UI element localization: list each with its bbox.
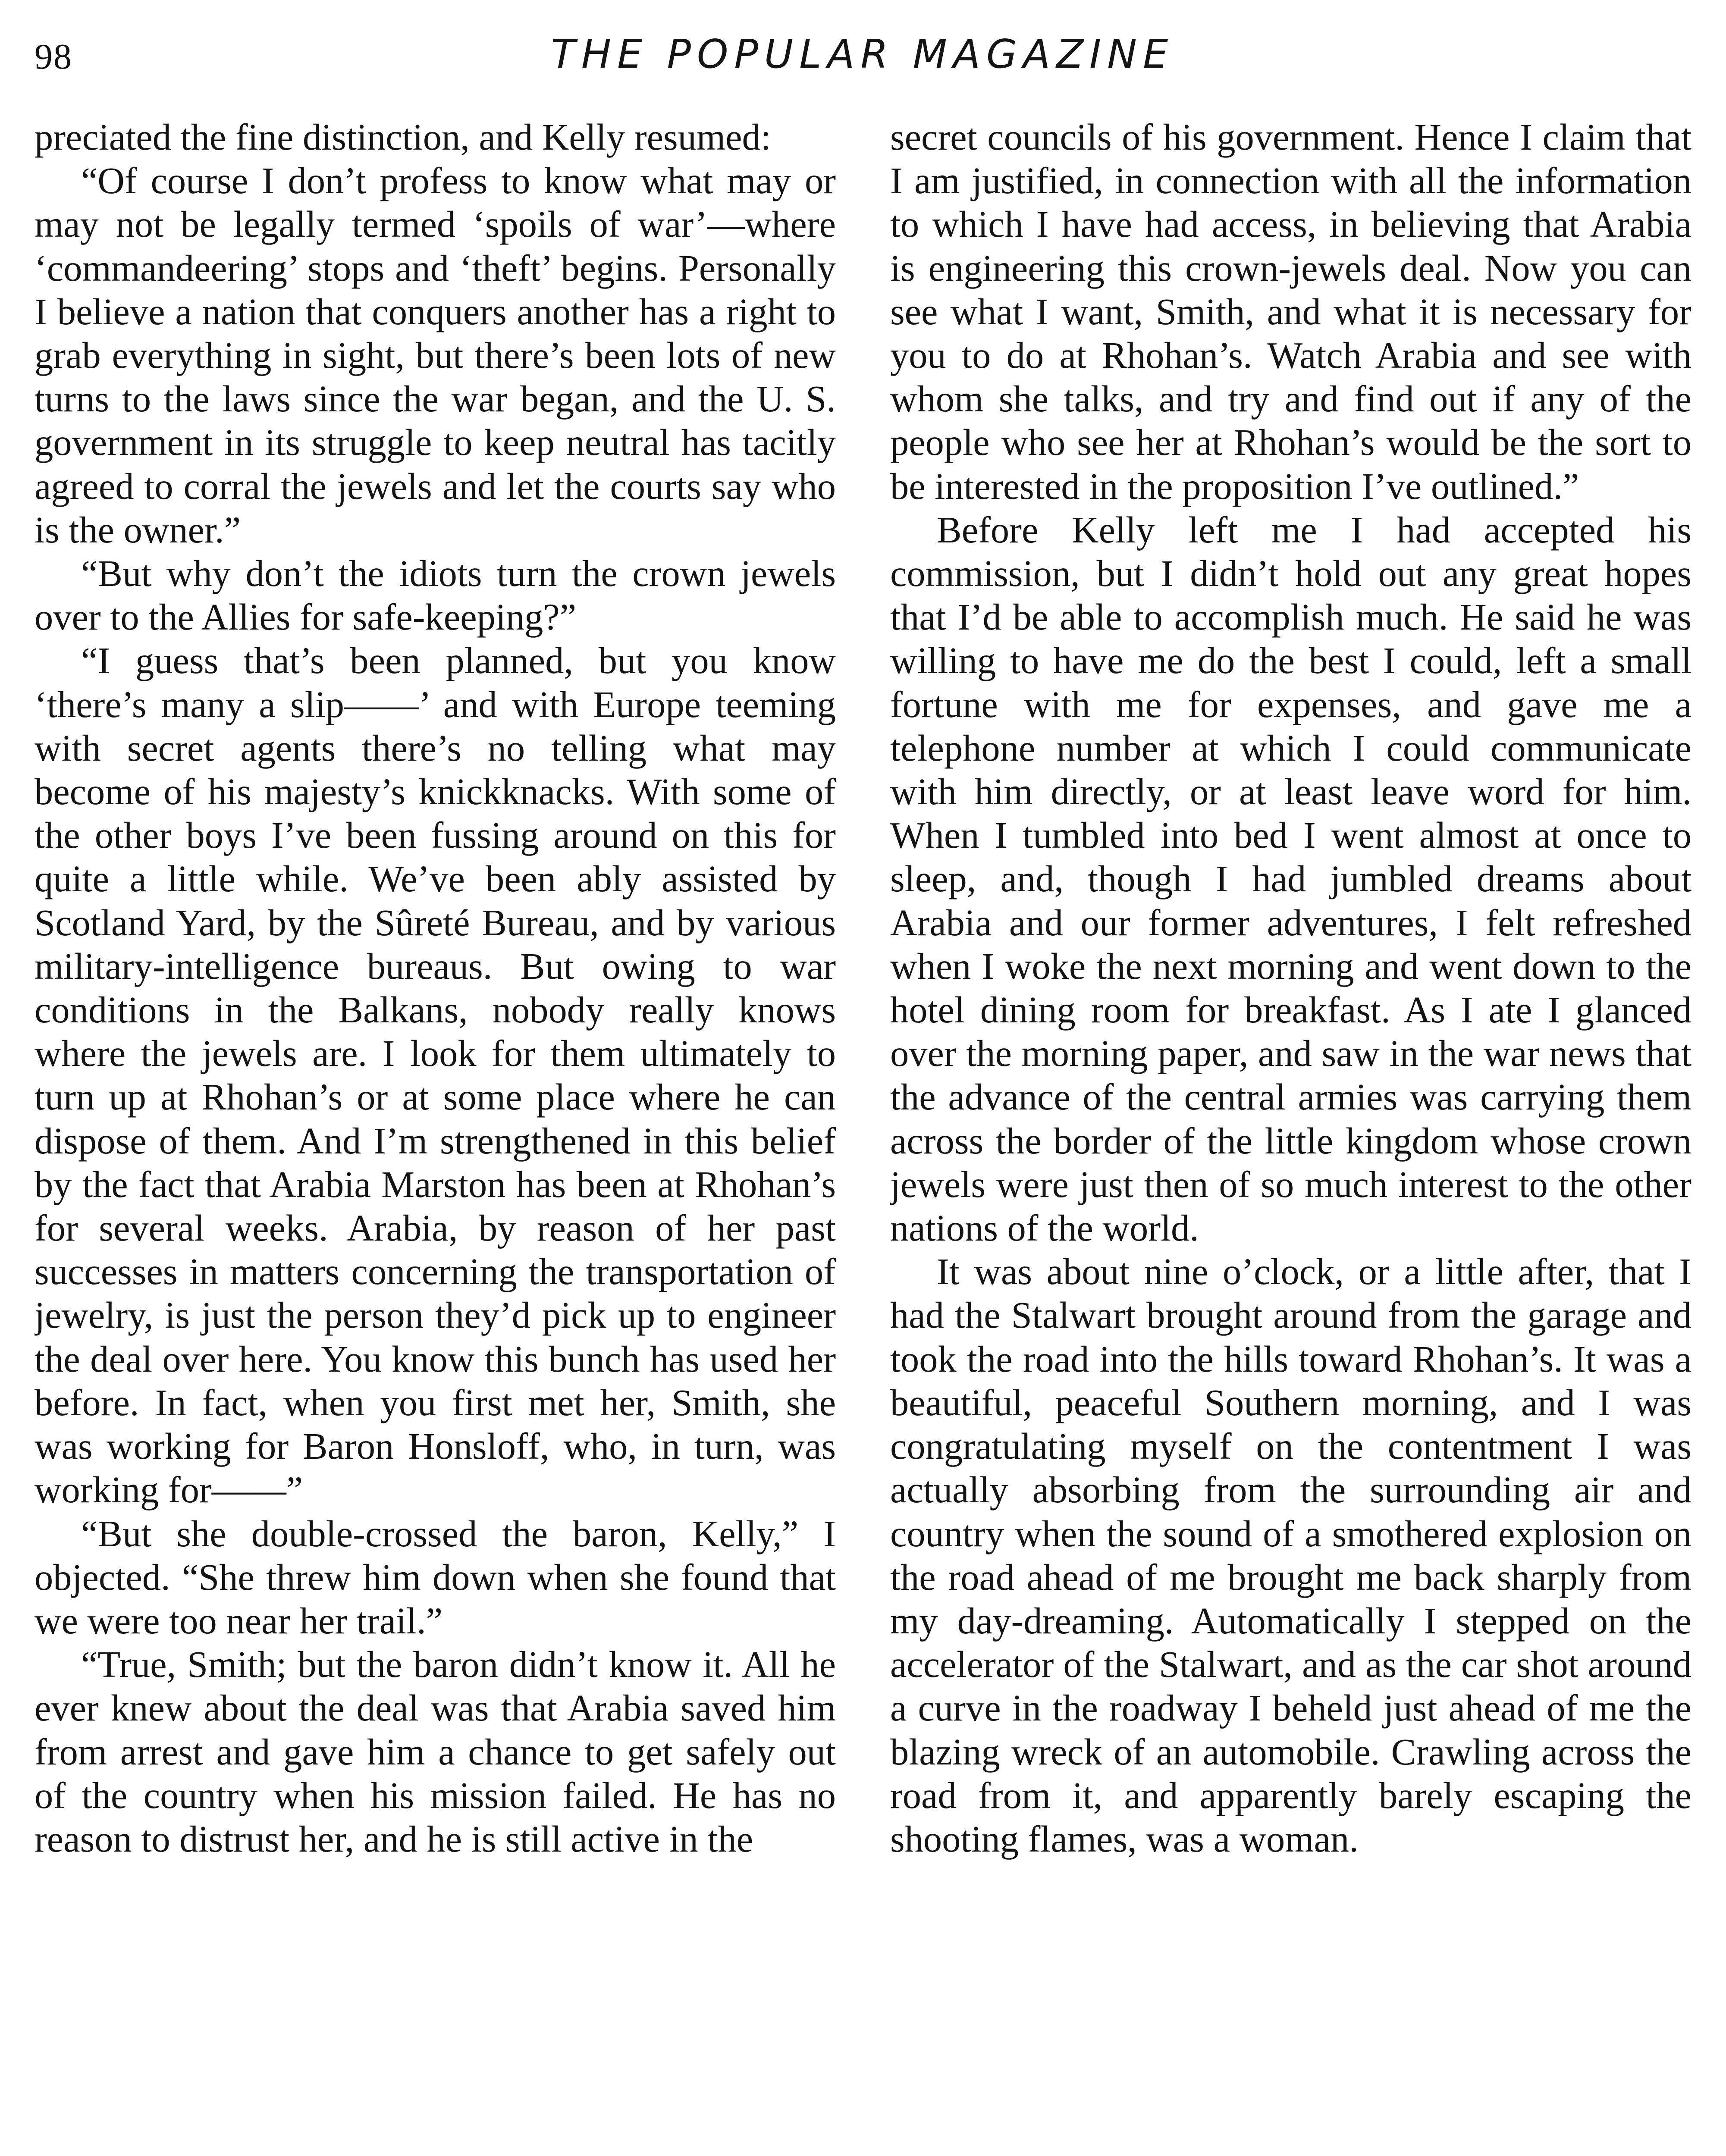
page-header xyxy=(35,28,1691,93)
paragraph: “True, Smith; but the baron didn’t know it. All he ever knew about the deal was that Arabia saved him from arrest and gave him a chance to get safely out of the country when his mission failed. He has no reason to distrust her, and he is still active in the xyxy=(35,1644,836,1860)
paragraph: “But she double-crossed the baron, Kelly,” I objected. “She threw him down when she found that we were too near her trail.” xyxy=(35,1513,836,1642)
paragraph: “But why don’t the idiots turn the crown jewels over to the Allies for safe-keeping?” xyxy=(35,553,836,638)
page-number: 98 xyxy=(35,37,72,77)
paragraph: secret councils of his government. Hence I claim that I am justified, in connection with all the information to which I have had access, in believing that Arabia is engineering this crown-jewels deal. Now you can see what I want, Smith, and what it is necessary for you to do at Rhohan’s. Watch Arabia and see with whom she talks, and try and find out if any of the people who see her at Rhohan’s would be the sort to be interested in the proposition I’ve outlined.” xyxy=(890,116,1691,507)
paragraph: preciated the fine distinction, and Kelly resumed: xyxy=(35,116,771,158)
paragraph: Before Kelly left me I had accepted his commission, but I didn’t hold out any great hopes that I’d be able to accomplish much. He said he was willing to have me do the best I could, left a small fortune with me for expenses, and gave me a telephone number at which I could communicate with him directly, or at least leave word for him. When I tumbled into bed I went almost at once to sleep, and, though I had jumbled dreams about Arabia and our former adventures, I felt refreshed when I woke the next morning and went down to the hotel dining room for breakfast. As I ate I glanced over the morning paper, and saw in the war news that the advance of the central armies was carrying them across the border of the little kingdom whose crown jewels were just then of so much interest to the other nations of the world. xyxy=(890,509,1691,1249)
paragraph: “I guess that’s been planned, but you know ‘there’s many a slip——’ and with Europe teeming with secret agents there’s no telling what may become of his majesty’s knickknacks. With some of the other boys I’ve been fussing around on this for quite a little while. We’ve been ably assisted by Scotland Yard, by the Sûreté Bureau, and by various military-intelligence bureaus. But owing to war conditions in the Balkans, nobody really knows where the jewels are. I look for them ultimately to turn up at Rhohan’s or at some place where he can dispose of them. And I’m strengthened in this belief by the fact that Arabia Marston has been at Rhohan’s for several weeks. Arabia, by reason of her past successes in matters concerning the transportation of jewelry, is just the person they’d pick up to engineer the deal over here. You know this bunch has used her before. In fact, when you first met her, Smith, she was working for Baron Honsloff, who, in turn, was working for——” xyxy=(35,640,836,1511)
running-title: THE POPULAR MAGAZINE xyxy=(551,31,1174,77)
left-column xyxy=(35,116,836,2156)
right-column xyxy=(890,116,1691,2156)
paragraph: It was about nine o’clock, or a little after, that I had the Stalwart brought around from the garage and took the road into the hills toward Rhohan’s. It was a beautiful, peaceful Southern morning, and I was congratulating myself on the contentment I was actually absorbing from the surrounding air and country when the sound of a smothered explosion on the road ahead of me brought me back sharply from my day-dreaming. Automatically I stepped on the accelerator of the Stalwart, and as the car shot around a curve in the roadway I beheld just ahead of me the blazing wreck of an automobile. Crawling across the road from it, and apparently barely escaping the shooting flames, was a woman. xyxy=(890,1251,1691,1860)
paragraph: “Of course I don’t profess to know what may or may not be legally termed ‘spoils of war’—where ‘commandeering’ stops and ‘theft’ begins. Personally I believe a nation that conquers another has a right to grab everything in sight, but there’s been lots of new turns to the laws since the war began, and the U. S. government in its struggle to keep neutral has tacitly agreed to corral the jewels and let the courts say who is the owner.” xyxy=(35,160,836,551)
